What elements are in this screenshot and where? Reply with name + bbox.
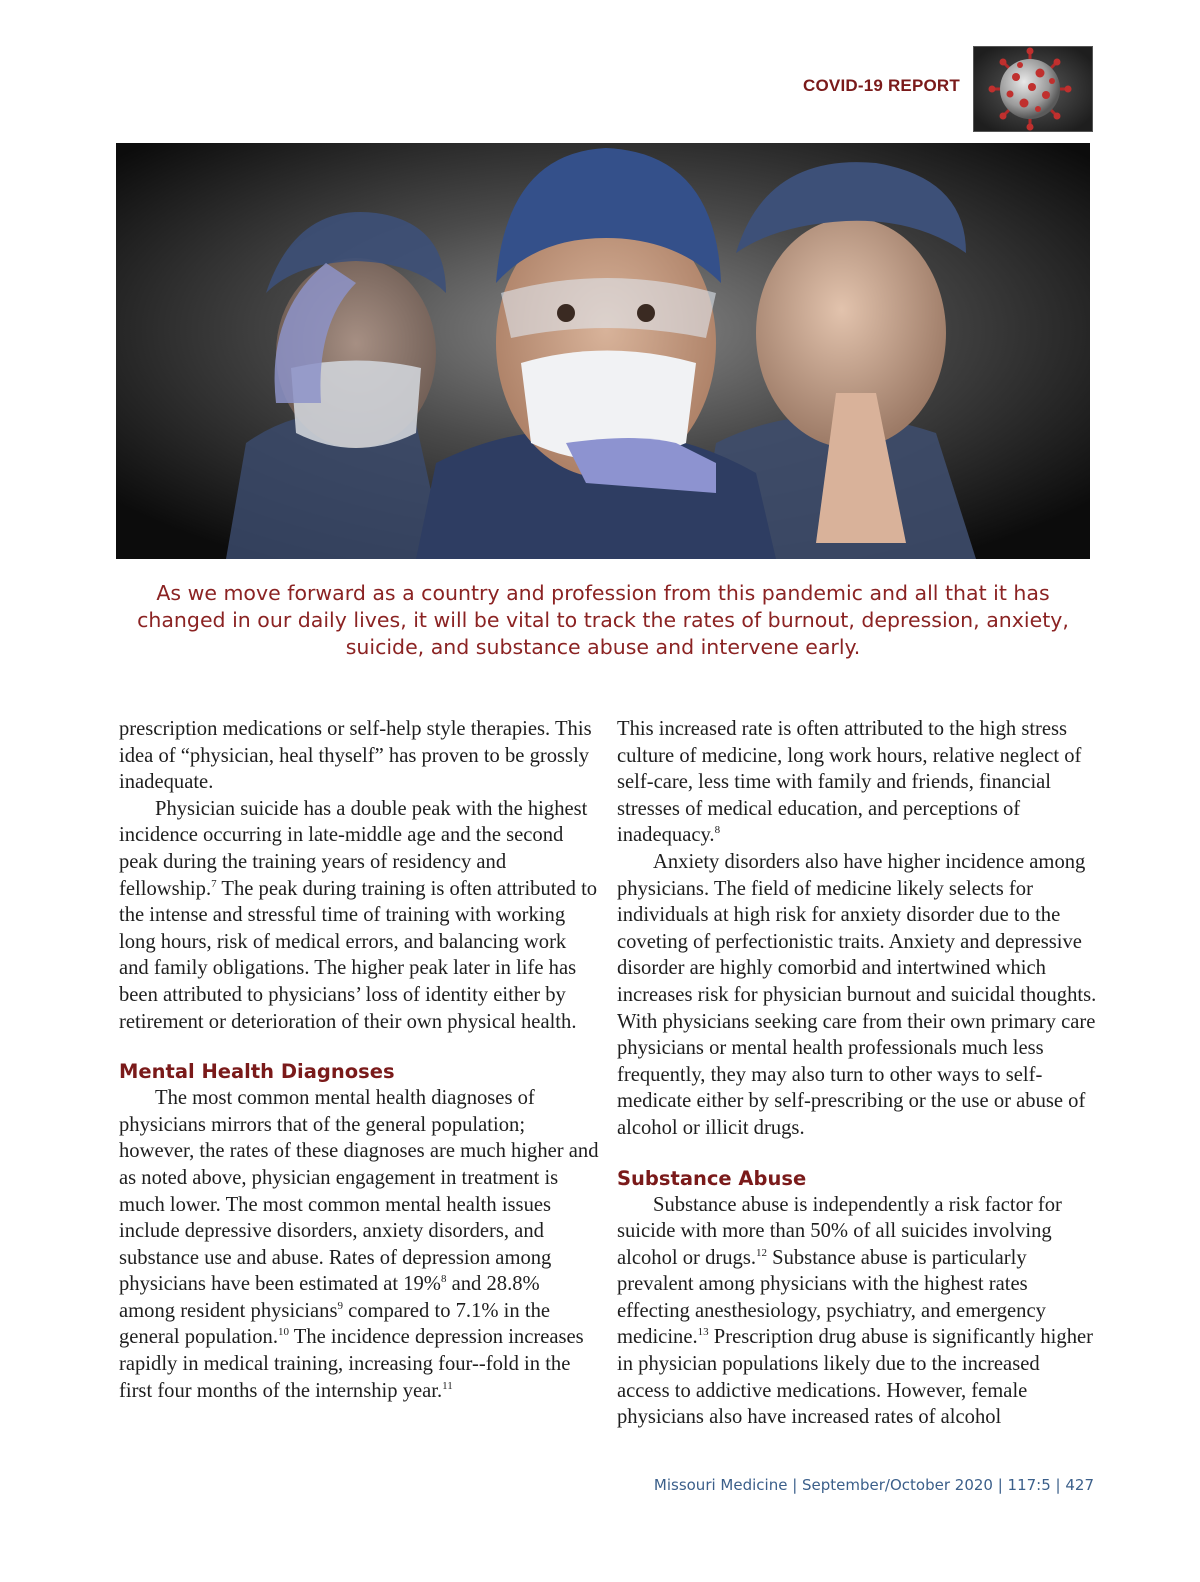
footnote-ref: 8 (714, 824, 721, 837)
paragraph: This increased rate is often attributed to the high stress culture of medicine, long work hours, relative neglect of self-care, less time with family and friends, financial stresses of medical education, and perceptions of inadequacy.$^8$ (617, 718, 1082, 847)
section-heading: Mental Health Diagnoses (119, 1060, 395, 1084)
paragraph: prescription medications or self-help style therapies. This idea of “physician, heal thyself” has proven to be grossly inadequate. (119, 718, 592, 794)
paragraph: Substance abuse is independently a risk factor for suicide with more than 50% of all suicides involving alcohol or drugs.$^{12}$ Substance abuse is particularly prevalent among physicians with the highest rates effecting anesthesiology, psychiatry, and emergency medicine.$^{13}$ Prescription drug abuse is significantly higher in physician populations likely due to the increased access to addictive medications. However, female physicians also have increased rates of alcohol (617, 1193, 1093, 1429)
footnote-ref: 13 (697, 1326, 709, 1339)
paragraph: Physician suicide has a double peak with the highest incidence occurring in late-middle age and the second peak during the training years of residency and fellowship.$^7$ The peak during training is often attributed to the intense and stressful time of training with working long hours, risk of medical errors, and balancing work and family obligations. The higher peak later in life has been attributed to physicians’ loss of identity either by retirement or deterioration of their own physical health. (119, 797, 598, 1033)
footnote-ref: 7 (211, 877, 217, 890)
section-heading: Substance Abuse (617, 1166, 807, 1190)
healthcare-workers-photo (116, 143, 1090, 559)
article-right-column (617, 716, 1097, 1431)
footnote-ref: 9 (337, 1299, 343, 1312)
article-left-column (119, 716, 599, 1404)
paragraph: The most common mental health diagnoses of physicians mirrors that of the general population; however, the rates of these diagnoses are much higher and as noted above, physician engagement in treatment is much lower. The most common mental health issues include depressive disorders, anxiety disorders, and substance use and abuse. Rates of depression among physicians have been estimated at 19%$^8$ and 28.8% among resident physicians$^9$ compared to 7.1% in the general population.$^{10}$ The incidence depression increases rapidly in medical training, increasing four--fold in the first four months of the internship year.$^{11}$ (119, 1087, 599, 1402)
photo-caption: As we move forward as a country and profession from this pandemic and all that it has changed in our daily lives, it will be vital to track the rates of burnout, depression, anxiety, suicide, and substance abuse and intervene early. (137, 581, 1069, 659)
paragraph: Anxiety disorders also have higher incidence among physicians. The field of medicine likely selects for individuals at high risk for anxiety disorder due to the coveting of perfectionistic traits. Anxiety and depressive disorder are highly comorbid and intertwined which increases risk for physician burnout and suicidal thoughts. With physicians seeking care from their own primary care physicians or mental health professionals much less frequently, they may also turn to other ways to self-medicate either by self-prescribing or the use or abuse of alcohol or illicit drugs. (617, 850, 1097, 1139)
footnote-ref: 8 (440, 1273, 447, 1286)
footnote-ref: 11 (442, 1379, 453, 1392)
footnote-ref: 10 (277, 1326, 289, 1339)
coronavirus-icon (973, 46, 1093, 132)
footnote-ref: 12 (755, 1246, 767, 1259)
page-footer: Missouri Medicine | September/October 2020 | 117:5 | 427 (653, 1476, 1094, 1494)
report-section-label: COVID-19 REPORT (803, 76, 960, 95)
